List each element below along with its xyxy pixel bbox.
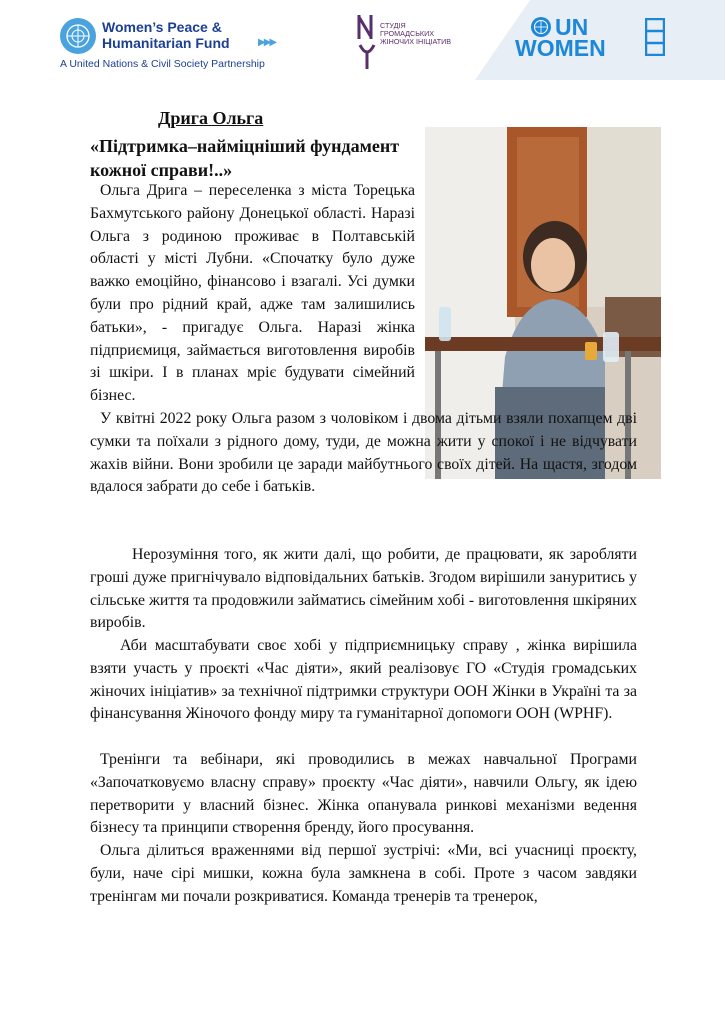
wphf-logo [60,16,300,76]
author-name: Дрига Ольга [158,108,264,128]
paragraph-6: Ольга ділиться враженнями від першої зустрічі: «Ми, всі учасниці проєкту, були, наче сірі мишки, кожна була замкнена в собі. Проте з часом завдяки тренінгам ми почали розкриватися. Команда тренерів та тренерок, [90,842,637,905]
un-globe-icon [60,18,96,54]
unwomen-logo [515,16,670,62]
unwomen-women: WOMEN [515,35,606,61]
paragraph-3: Нерозуміння того, як жити далі, що робити, де працювати, як заробляти гроші дуже пригнічувало відповідальних батьків. Згодом вирішили зануритись у сільське життя та продовжили займатись сімейним хобі - виготовлення шкіряних виробів. [90,546,637,632]
wphf-name-line2: Humanitarian Fund [102,35,230,51]
arrows-icon: ▶▶▶ [258,37,276,48]
studio-name: СТУДІЯ ГРОМАДСЬКИХ ЖІНОЧИХ ІНІЦІАТИВ [380,21,452,46]
paragraph-2: У квітні 2022 року Ольга разом з чоловіком і двома дітьми взяли похапцем дві сумки та поїхали з рідного дому, туди, де можна жити у спокої і не відчувати жахів війни. Вони зробили це заради майбутнього своїх дітей. На щастя, згодом вдалося забрати до себе і батьків. [90,410,637,496]
paragraph-1: Ольга Дрига – переселенка з міста Торецька Бахмутського району Донецької області. Наразі Ольга з родиною проживає в Полтавській області у місті Лубни. «Спочатку було дуже важко емоційно, фінансово і взагалі. Усі думки були про рідний край, адже там залишились батьки», - пригадує Ольга. Наразі жінка підприємиця, займається виготовлення виробів зі шкіри. І в планах мріє будувати сімейний бізнес. [90,182,415,405]
paragraph-4: Аби масштабувати своє хобі у підприємницьку справу , жінка вирішила взяти участь у проєкті «Час діяти», який реалізовує ГО «Студія громадських жіночих ініціатив» за технічної підтримки структури ООН Жінки в Україні та за фінансування Жіночого фонду миру та гуманітарної допомоги ООН (WPHF). [90,637,637,723]
un-emblem-icon [531,17,551,37]
unwomen-un: UN [555,14,589,40]
wphf-subtitle: A United Nations & Civil Society Partnership [60,58,265,70]
article-title: «Підтримка–найміцніший фундамент кожної справи!..» [90,136,400,180]
studio-logo [357,13,457,75]
wphf-name-line1: Women’s Peace & [102,19,222,35]
page-header [0,0,725,80]
equality-symbol-icon [645,18,665,56]
paragraph-5: Тренінги та вебінари, які проводились в межах навчальної Програми «Започатковуємо власну справу» проєкту «Час діяти», навчили Ольгу, як ідею перетворити у власний бізнес. Жінка опанувала ринкові механізми ведення бізнесу та принципи створення бренду, його просування. [90,751,637,837]
studio-mark-icon [357,13,377,71]
